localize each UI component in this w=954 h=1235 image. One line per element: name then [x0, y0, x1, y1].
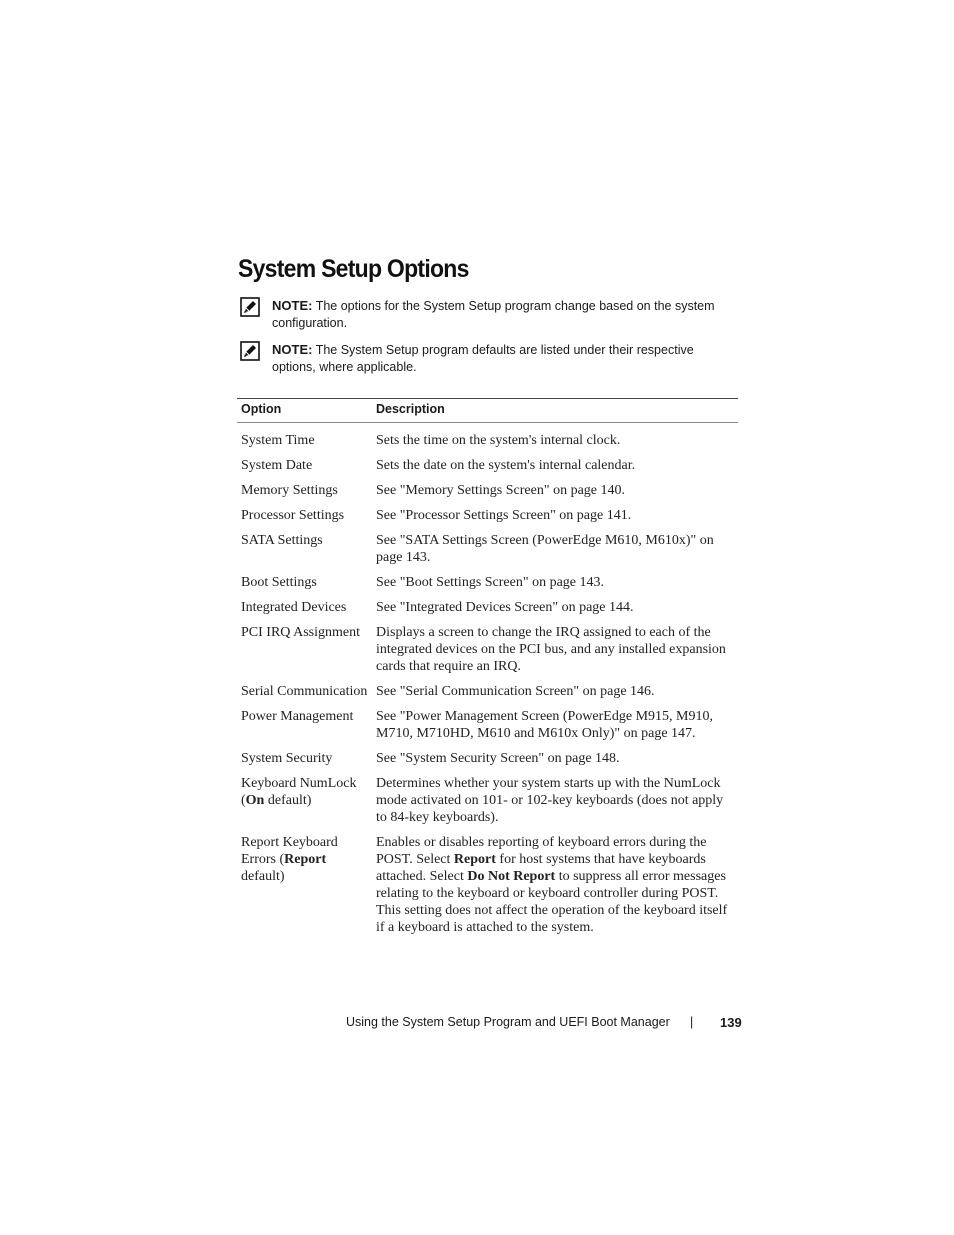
description-cell: See "Power Management Screen (PowerEdge M915, M910, M710, M710HD, M610 and M610x Only)" on page 147. [376, 709, 713, 741]
description-cell: Sets the date on the system's internal calendar. [376, 458, 636, 473]
option-cell: System Time [241, 433, 315, 448]
column-header-description: Description [372, 399, 738, 423]
option-cell: Integrated Devices [241, 600, 347, 615]
note-text [272, 341, 732, 376]
table-row [237, 532, 738, 574]
page-number: 139 [720, 1015, 742, 1030]
option-cell: Power Management [241, 709, 354, 724]
note-text [272, 297, 732, 332]
description-cell: Enables or disables reporting of keyboard errors during the POST. Select Report for host systems that have keyboards attached. Select Do Not Report to suppress all error messages relating to the keyboard or keyboard controller during POST. This setting does not affect the operation of the keyboard itself if a keyboard is attached to the system. [376, 835, 728, 935]
bold-term: Report [284, 852, 327, 867]
description-cell: Displays a screen to change the IRQ assigned to each of the integrated devices on the PCI bus, and any installed expansion cards that require an IRQ. [376, 625, 726, 674]
description-cell: See "Processor Settings Screen" on page 141. [376, 508, 632, 523]
table-row [237, 775, 738, 834]
note-label: NOTE: [272, 298, 313, 313]
table-row [237, 708, 738, 750]
option-cell: System Date [241, 458, 313, 473]
description-cell: See "SATA Settings Screen (PowerEdge M610, M610x)" on page 143. [376, 533, 714, 565]
table-row [237, 599, 738, 624]
option-cell: SATA Settings [241, 533, 323, 548]
option-cell: Memory Settings [241, 483, 338, 498]
table-body [237, 423, 738, 945]
table-row [237, 834, 738, 944]
column-header-option: Option [237, 399, 372, 423]
description-cell: See "Integrated Devices Screen" on page 144. [376, 600, 634, 615]
description-cell: Sets the time on the system's internal clock. [376, 433, 621, 448]
note-pencil-icon [240, 341, 260, 361]
option-cell: PCI IRQ Assignment [241, 625, 361, 640]
page-title: System Setup Options [238, 255, 469, 283]
description-cell: See "Serial Communication Screen" on page 146. [376, 684, 655, 699]
note-pencil-icon [240, 297, 260, 317]
option-cell: Report Keyboard Errors (Report default) [241, 835, 338, 884]
table-row [237, 574, 738, 599]
bold-term: Do Not Report [467, 869, 556, 884]
table-row [237, 457, 738, 482]
note-body: The options for the System Setup program change based on the system configuration. [272, 299, 715, 330]
note-body: The System Setup program defaults are listed under their respective options, where applicable. [272, 343, 694, 374]
table-row [237, 423, 738, 458]
option-cell: System Security [241, 751, 333, 766]
note-label: NOTE: [272, 342, 313, 357]
footer-separator: | [690, 1015, 694, 1029]
description-cell: Determines whether your system starts up with the NumLock mode activated on 101- or 102-key keyboards (does not apply to 84-key keyboards). [376, 776, 724, 825]
option-cell: Processor Settings [241, 508, 345, 523]
table-row [237, 750, 738, 775]
table-row [237, 624, 738, 683]
table-row [237, 507, 738, 532]
description-cell: See "Boot Settings Screen" on page 143. [376, 575, 605, 590]
option-cell: Keyboard NumLock (On default) [241, 776, 357, 808]
table-header-row [237, 399, 738, 423]
footer-chapter-title: Using the System Setup Program and UEFI Boot Manager [346, 1015, 670, 1029]
description-cell: See "Memory Settings Screen" on page 140. [376, 483, 625, 498]
description-cell: See "System Security Screen" on page 148. [376, 751, 620, 766]
bold-term: On [245, 793, 265, 808]
options-table [237, 398, 738, 944]
table-row [237, 482, 738, 507]
bold-term: Report [453, 852, 496, 867]
option-cell: Boot Settings [241, 575, 317, 590]
option-cell: Serial Communication [241, 684, 368, 699]
table-row [237, 683, 738, 708]
